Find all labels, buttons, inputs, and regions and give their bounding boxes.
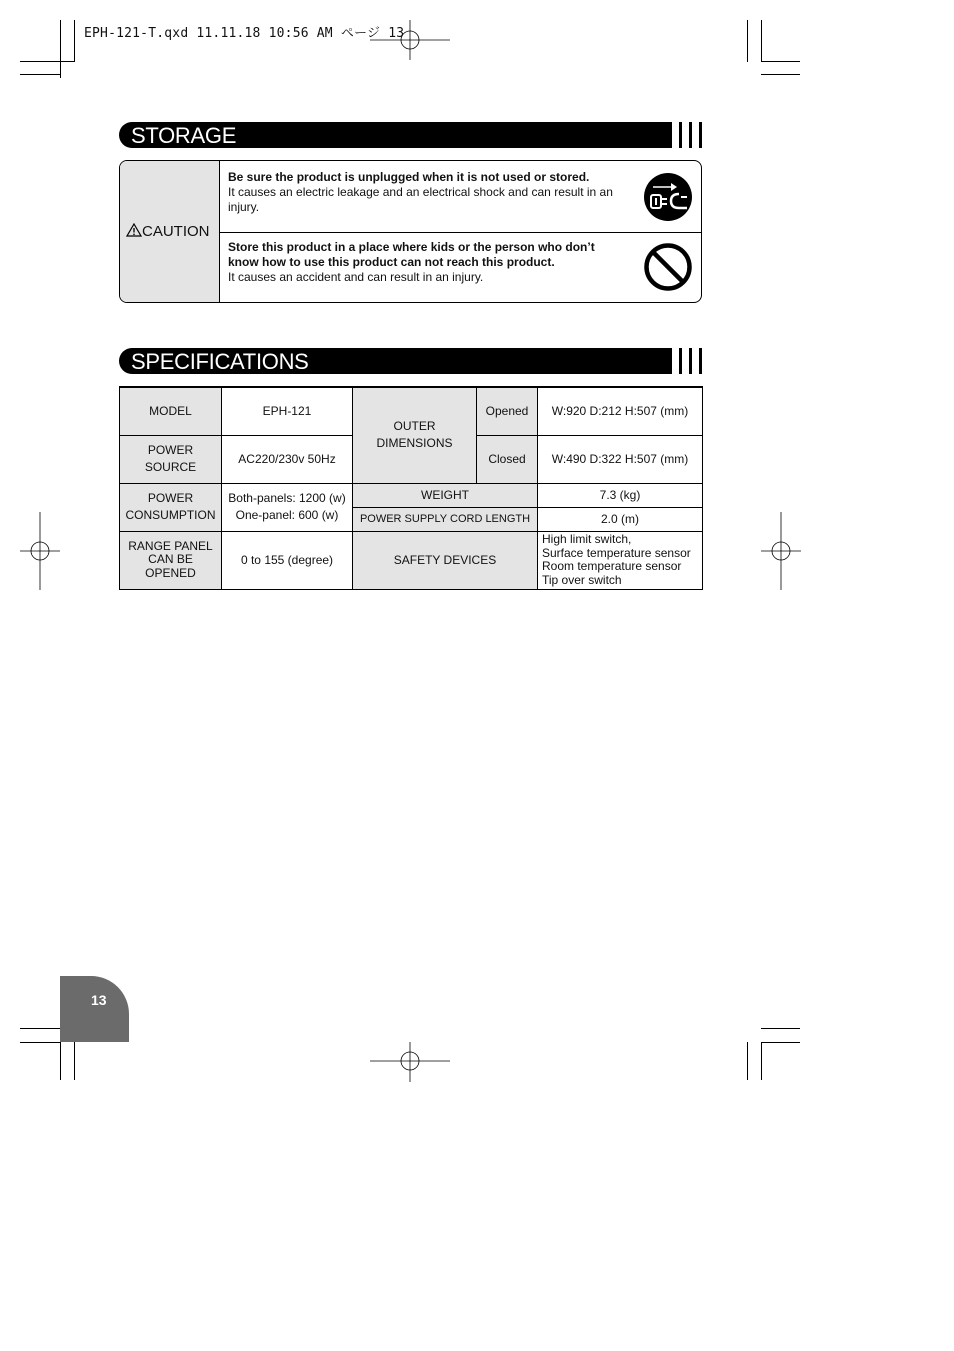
model-value: EPH-121 bbox=[222, 387, 353, 435]
crop-mark bbox=[20, 1028, 60, 1029]
caution-item-heading: Be sure the product is unplugged when it is not used or stored. bbox=[228, 170, 590, 184]
page-number-tab bbox=[60, 976, 129, 1042]
power-consumption-value: Both-panels: 1200 (w) One-panel: 600 (w) bbox=[222, 483, 353, 531]
specifications-table bbox=[119, 386, 703, 590]
caution-label: CAUTION bbox=[126, 223, 210, 240]
cord-length-label: POWER SUPPLY CORD LENGTH bbox=[353, 507, 538, 531]
crop-mark bbox=[20, 74, 60, 75]
crop-mark bbox=[74, 1042, 75, 1080]
table-row bbox=[120, 531, 703, 589]
crop-mark bbox=[20, 61, 75, 62]
power-source-value: AC220/230v 50Hz bbox=[222, 435, 353, 483]
crop-mark bbox=[20, 1042, 60, 1043]
closed-label: Closed bbox=[477, 435, 538, 483]
model-label: MODEL bbox=[120, 387, 222, 435]
specifications-section-header bbox=[119, 348, 672, 374]
crop-mark bbox=[74, 20, 75, 62]
section-stripes bbox=[679, 122, 703, 148]
weight-label: WEIGHT bbox=[353, 483, 538, 507]
caution-box bbox=[119, 160, 702, 303]
crop-mark bbox=[761, 1028, 800, 1029]
caution-item bbox=[220, 161, 701, 231]
unplug-icon bbox=[643, 172, 693, 222]
safety-devices-label: SAFETY DEVICES bbox=[353, 531, 538, 589]
weight-value: 7.3 (kg) bbox=[538, 483, 703, 507]
crop-mark bbox=[761, 74, 800, 75]
closed-value: W:490 D:322 H:507 (mm) bbox=[538, 435, 703, 483]
section-title: STORAGE bbox=[131, 123, 237, 148]
caution-item-heading: Store this product in a place where kids or the person who don’t know how to use this product can not reach this product. bbox=[228, 240, 595, 269]
cord-length-value: 2.0 (m) bbox=[538, 507, 703, 531]
range-panel-label: RANGE PANEL CAN BE OPENED bbox=[120, 531, 222, 589]
opened-label: Opened bbox=[477, 387, 538, 435]
caution-item bbox=[220, 232, 701, 303]
crop-mark bbox=[747, 20, 748, 62]
registration-mark-icon bbox=[761, 512, 801, 590]
registration-mark-icon bbox=[20, 512, 60, 590]
crop-mark bbox=[761, 20, 762, 62]
table-row bbox=[120, 387, 703, 435]
warning-triangle-icon bbox=[126, 223, 142, 237]
registration-mark-icon bbox=[370, 1042, 450, 1082]
section-stripes bbox=[679, 348, 703, 374]
page-number: 13 bbox=[91, 992, 107, 1008]
caution-column bbox=[120, 161, 220, 302]
outer-dimensions-label: OUTER DIMENSIONS bbox=[353, 387, 477, 483]
power-source-label: POWER SOURCE bbox=[120, 435, 222, 483]
caution-item-text: It causes an electric leakage and an electrical shock and can result in an injury. bbox=[228, 185, 613, 214]
crop-mark bbox=[60, 20, 61, 78]
prohibition-icon bbox=[643, 242, 693, 292]
section-title: SPECIFICATIONS bbox=[131, 349, 309, 374]
opened-value: W:920 D:212 H:507 (mm) bbox=[538, 387, 703, 435]
crop-mark bbox=[761, 1042, 800, 1043]
crop-mark bbox=[761, 1042, 762, 1080]
caution-item-text: It causes an accident and can result in an injury. bbox=[228, 270, 484, 284]
storage-section-header bbox=[119, 122, 672, 148]
crop-mark bbox=[761, 61, 800, 62]
table-row bbox=[120, 483, 703, 507]
print-file-info: EPH-121-T.qxd 11.11.18 10:56 AM ページ 13 bbox=[84, 26, 405, 41]
safety-devices-value: High limit switch, Surface temperature sensor Room temperature sensor Tip over switch bbox=[538, 531, 703, 589]
range-panel-value: 0 to 155 (degree) bbox=[222, 531, 353, 589]
power-consumption-label: POWER CONSUMPTION bbox=[120, 483, 222, 531]
crop-mark bbox=[747, 1042, 748, 1080]
